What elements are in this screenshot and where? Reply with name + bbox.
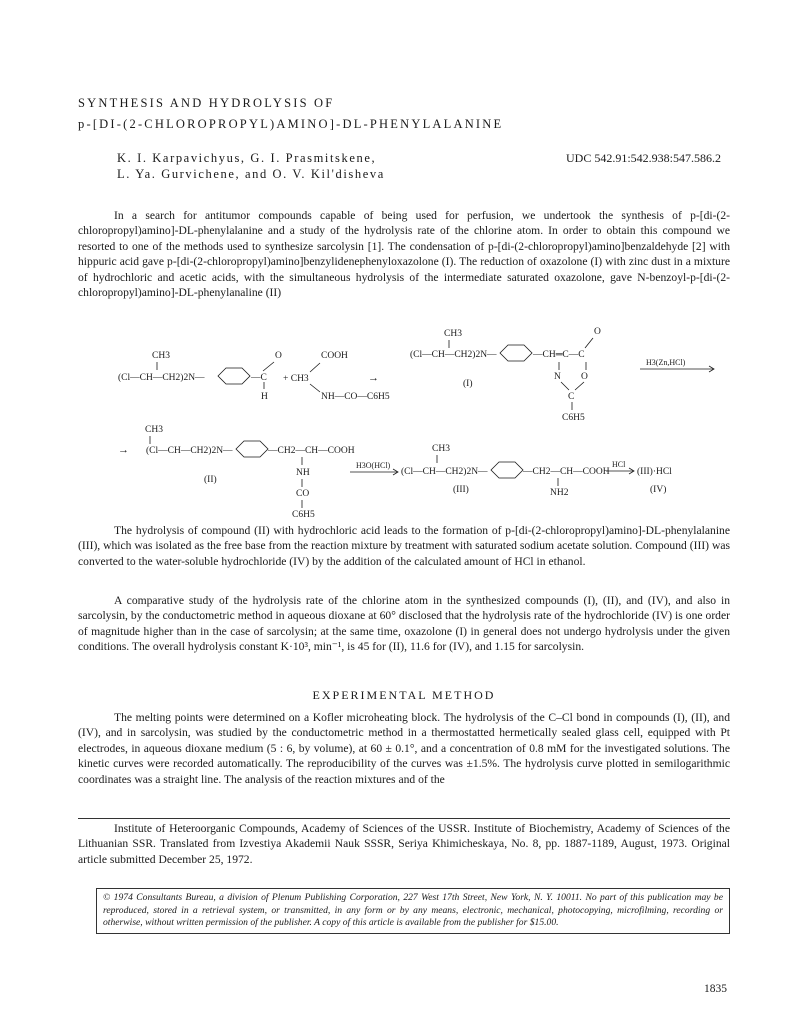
scheme-nh2: NH2: [550, 488, 569, 498]
authors-line-1: K. I. Karpavichyus, G. I. Prasmitskene,: [117, 151, 377, 165]
paragraph-4: The melting points were determined on a Kofler microheating block. The hydrolysis of the C–Cl bond in compounds (I), (II), and (IV), and in sarcolysin, was studied by the conductometric method in a thermostatted hermetically sealed glass cell, equipped with Pt electrodes, in aqueous dioxane medium (5 : 6, by volume), at 60 ± 0.1°, and a concentration of 0.8 mM for the investigated solutions. The kinetic curves were recorded automatically. The reproducibility of the curves was ±1.5%. The hydrolysis curve plotted in semilogarithmic coordinates was a straight line. The analysis of the reaction mixtures and of the: [78, 711, 730, 786]
lead-dash: →: [118, 444, 129, 456]
benzene-ring-1: [218, 368, 250, 384]
page-number: 1835: [704, 983, 727, 995]
scheme-c-ring: C: [568, 392, 575, 402]
scheme-nh: NH: [296, 468, 310, 478]
scheme-ch-eq-c: —CH═C—C: [533, 350, 585, 360]
scheme-dichloro-3: (Cl—CH—CH2)2N—: [146, 446, 233, 456]
scheme-dichloro-4: (Cl—CH—CH2)2N—: [401, 467, 488, 477]
product-IV: (III)·HCl: [637, 467, 672, 477]
intro-paragraph: In a search for antitumor compounds capable of being used for perfusion, we undertook the synthesis of p-[di-(2-chloropropyl)amino]-DL-phenylalanine and a study of the hydrolysis rate of the chlorine atom. In order to obtain this compound we resorted to one of the methods used to synthesize sarcolysin [1]. The condensation of p-[di-(2-chloropropyl)amino]benzaldehyde [2] with hippuric acid gave p-[di-(2-chloropropyl)amino]benzylidenephenyloxazolone (I). The reduction of oxazolone (I) with zinc dust in a mixture of hydrochloric and acetic acids, with the simultaneous hydrolysis of the intermediate saturated oxazolone, gave N-benzoyl-p-[di-(2-chloropropyl)amino]-DL-phenylanaline (II): [78, 209, 730, 300]
label-II: (II): [204, 475, 217, 485]
reaction-scheme: [78, 322, 730, 522]
scheme-ch2-ch-cooh-1: —CH2—CH—COOH: [268, 446, 355, 456]
scheme-plus-ch3: + CH3: [283, 374, 309, 384]
scheme-co: CO: [296, 489, 310, 499]
footnote-rule: [78, 818, 730, 819]
paragraph-3: A comparative study of the hydrolysis rate of the chlorine atom in the synthesized compounds (I), (II), and (IV), and also in sarcolysin, by the conductometric method in aqueous dioxane at 60° disclosed that the hydrolysis rate of the hydrochloride (IV) is one order of magnitude higher than in the case of sarcolysin; at the same time, oxazolone (I) in general does not undergo hydrolysis under the given conditions. The overall hydrolysis constant K·10³, min⁻¹, is 45 for (II), 11.6 for (IV), and 1.15 for sarcolysin.: [78, 594, 730, 654]
label-I: (I): [463, 379, 473, 389]
section-heading: EXPERIMENTAL METHOD: [312, 688, 496, 702]
udc-code: UDC 542.91:542.938:547.586.2: [566, 151, 722, 165]
copyright-box: © 1974 Consultants Bureau, a division of Plenum Publishing Corporation, 227 West 17th Street, New York, N. Y. 10011. No part of this publication may be reproduced, stored in a retrieval system, or transmitted, in any form or by any means, electronic, mechanical, photocopying, microfilming, recording or otherwise, without written permission of the publisher. A copy of this article is available from the publisher for $15.00.: [96, 888, 730, 934]
benzene-ring-4: [491, 462, 523, 478]
footnote: Institute of Heteroorganic Compounds, Academy of Sciences of the USSR. Institute of Biochemistry, Academy of Sciences of the Lithuanian SSR. Translated from Izvestiya Akademii Nauk SSSR, Seriya Khimicheskaya, No. 8, pp. 1887-1189, August, 1973. Original article submitted December 25, 1972.: [78, 822, 730, 866]
arrow-1: →: [368, 372, 379, 384]
scheme-n: N: [554, 372, 561, 382]
scheme-cooh-1: COOH: [321, 351, 348, 361]
title-line-1: SYNTHESIS AND HYDROLYSIS OF: [78, 96, 335, 110]
scheme-dichloro-1: (Cl—CH—CH2)2N—: [118, 373, 205, 383]
scheme-o-1: O: [275, 351, 282, 361]
reagent-3: HCl: [612, 460, 626, 469]
scheme-c-arrow: —C: [251, 373, 267, 383]
scheme-ch2-ch-cooh-2: —CH2—CH—COOH: [523, 467, 610, 477]
scheme-ch3-2: CH3: [444, 329, 462, 339]
scheme-c6h5-2: C6H5: [292, 510, 315, 520]
benzene-ring-2: [500, 345, 532, 361]
title-line-2: p-[DI-(2-CHLOROPROPYL)AMINO]-DL-PHENYLALANINE: [78, 117, 504, 131]
scheme-h: H: [261, 392, 268, 402]
paragraph-2: The hydrolysis of compound (II) with hydrochloric acid leads to the formation of p-[di-(2-chloropropyl)amino]-DL-phenylalanine (III), which was isolated as the free base from the reaction mixture by treatment with saturated sodium acetate solution. Compound (III) was converted to the water-soluble hydrochloride (IV) by the addition of the calculated amount of HCl in ethanol.: [78, 524, 730, 568]
label-III: (III): [453, 485, 469, 495]
scheme-ch3-4: CH3: [432, 444, 450, 454]
scheme-nh-co: NH—CO—C6H5: [321, 392, 390, 402]
scheme-o-2: O: [594, 327, 601, 337]
reagent-1: H3(Zn,HCl): [646, 358, 686, 367]
benzene-ring-3: [236, 441, 268, 457]
scheme-ch3-3: CH3: [145, 425, 163, 435]
label-IV: (IV): [650, 485, 667, 495]
scheme-o-ring: O: [581, 372, 588, 382]
scheme-ch3-1: CH3: [152, 351, 170, 361]
reagent-2: H3O(HCl): [356, 461, 391, 470]
scheme-c6h5-1: C6H5: [562, 413, 585, 423]
authors-line-2: L. Ya. Gurvichene, and O. V. Kil'disheva: [117, 167, 385, 181]
scheme-dichloro-2: (Cl—CH—CH2)2N—: [410, 350, 497, 360]
